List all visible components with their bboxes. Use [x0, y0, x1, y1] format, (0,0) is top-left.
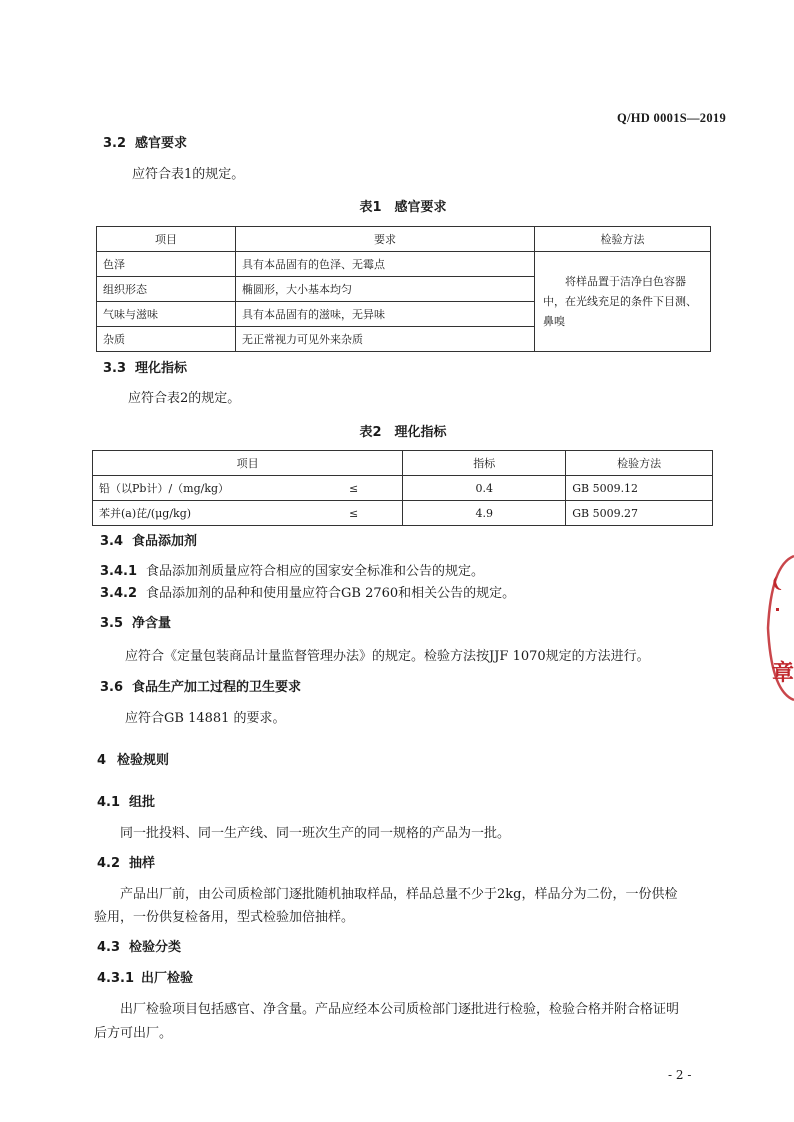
- section-3-5-text: 应符合《定量包装商品计量监督管理办法》的规定。检验方法按JJF 1070规定的方法进行。: [125, 649, 650, 664]
- section-3-5-heading: [100, 612, 171, 631]
- section-title: 食品添加剂: [132, 534, 198, 549]
- section-3-3-heading: [103, 357, 187, 376]
- table2: [92, 450, 713, 526]
- section-title: 检验规则: [117, 753, 170, 768]
- section-4-1-text: 同一批投料、同一生产线、同一班次生产的同一规格的产品为一批。: [120, 826, 511, 841]
- table-row: [97, 252, 711, 277]
- section-3-2-text: 应符合表1的规定。: [132, 167, 245, 182]
- table2-cell-method: GB 5009.12: [566, 476, 713, 501]
- section-3-4-2: [100, 582, 515, 601]
- section-title: 食品生产加工过程的卫生要求: [132, 680, 302, 695]
- section-title: 出厂检验: [141, 971, 194, 986]
- table2-caption: 表2 理化指标: [359, 425, 447, 440]
- section-4-2-heading: [97, 852, 155, 871]
- table1-header-req: 要求: [236, 227, 535, 252]
- section-4-3-1-heading: [97, 967, 193, 986]
- section-title: 组批: [129, 795, 156, 810]
- table2-cell-method: GB 5009.27: [566, 501, 713, 526]
- section-text: 食品添加剂质量应符合相应的国家安全标准和公告的规定。: [146, 564, 485, 579]
- table2-header-item: 项目: [93, 451, 403, 476]
- section-number: 3.6: [100, 680, 124, 695]
- section-number: 3.4.2: [100, 586, 138, 601]
- section-4-3-1-text-line1: 出厂检验项目包括感官、净含量。产品应经本公司质检部门逐批进行检验，检验合格并附合格证明: [120, 1002, 680, 1017]
- section-3-3-text: 应符合表2的规定。: [128, 391, 241, 406]
- table1: [96, 226, 711, 352]
- seal-stamp: [758, 548, 794, 708]
- page-number: - 2 -: [668, 1068, 692, 1082]
- table2-header-method: 检验方法: [566, 451, 713, 476]
- table1-cell-req: 椭圆形，大小基本均匀: [236, 277, 535, 302]
- section-title: 抽样: [129, 856, 156, 871]
- section-title: 净含量: [132, 616, 172, 631]
- table2-cell-op: ≤: [305, 501, 403, 526]
- table-row: [93, 476, 713, 501]
- section-number: 4.3.1: [97, 971, 135, 986]
- table2-cell-value: 4.9: [403, 501, 566, 526]
- table2-header-value: 指标: [403, 451, 566, 476]
- section-title: 理化指标: [135, 361, 188, 376]
- table1-cell-req: 具有本品固有的色泽、无霉点: [236, 252, 535, 277]
- table1-cell-req: 具有本品固有的滋味，无异味: [236, 302, 535, 327]
- section-number: 3.3: [103, 361, 127, 376]
- seal-stamp-text-1: (: [768, 573, 783, 594]
- section-number: 3.2: [103, 136, 127, 151]
- section-number: 4.2: [97, 856, 121, 871]
- table1-cell-method: 将样品置于洁净白色容器中，在光线充足的条件下目测、鼻嗅: [535, 252, 711, 352]
- section-4-2-text-line2: 验用，一份供复检备用，型式检验加倍抽样。: [94, 910, 355, 925]
- table1-cell-req: 无正常视力可见外来杂质: [236, 327, 535, 352]
- table1-header-method: 检验方法: [535, 227, 711, 252]
- table2-cell-item: 苯并(a)芘/(μg/kg): [93, 501, 306, 526]
- document-code: Q/HD 0001S—2019: [616, 111, 726, 125]
- section-number: 4: [97, 753, 107, 768]
- section-3-4-heading: [100, 530, 197, 549]
- section-title: 检验分类: [129, 940, 182, 955]
- section-4-1-heading: [97, 791, 155, 810]
- section-number: 4.1: [97, 795, 121, 810]
- table2-cell-op: ≤: [305, 476, 403, 501]
- section-3-2-heading: [103, 132, 187, 151]
- table2-header-row: [93, 451, 713, 476]
- table1-cell-item: 气味与滋味: [97, 302, 236, 327]
- section-3-6-text: 应符合GB 14881 的要求。: [125, 711, 286, 726]
- section-title: 感官要求: [135, 136, 188, 151]
- section-number: 3.5: [100, 616, 124, 631]
- table1-cell-item: 杂质: [97, 327, 236, 352]
- table2-cell-item: 铅（以Pb计）/（mg/kg）: [93, 476, 306, 501]
- seal-stamp-text-2: 章: [772, 660, 794, 686]
- table1-header-item: 项目: [97, 227, 236, 252]
- table1-caption: 表1 感官要求: [359, 200, 447, 215]
- section-3-6-heading: [100, 676, 301, 695]
- table1-cell-item: 色泽: [97, 252, 236, 277]
- table2-cell-value: 0.4: [403, 476, 566, 501]
- section-number: 3.4.1: [100, 564, 138, 579]
- section-number: 4.3: [97, 940, 121, 955]
- table-row: [93, 501, 713, 526]
- section-number: 3.4: [100, 534, 124, 549]
- section-4-3-heading: [97, 936, 181, 955]
- section-4-3-1-text-line2: 后方可出厂。: [94, 1026, 173, 1041]
- section-4-heading: [97, 749, 169, 768]
- table1-header-row: [97, 227, 711, 252]
- table1-cell-item: 组织形态: [97, 277, 236, 302]
- section-text: 食品添加剂的品种和使用量应符合GB 2760和相关公告的规定。: [146, 586, 516, 601]
- section-4-2-text-line1: 产品出厂前，由公司质检部门逐批随机抽取样品，样品总量不少于2kg，样品分为二份，一份供检: [120, 887, 678, 902]
- section-3-4-1: [100, 560, 484, 579]
